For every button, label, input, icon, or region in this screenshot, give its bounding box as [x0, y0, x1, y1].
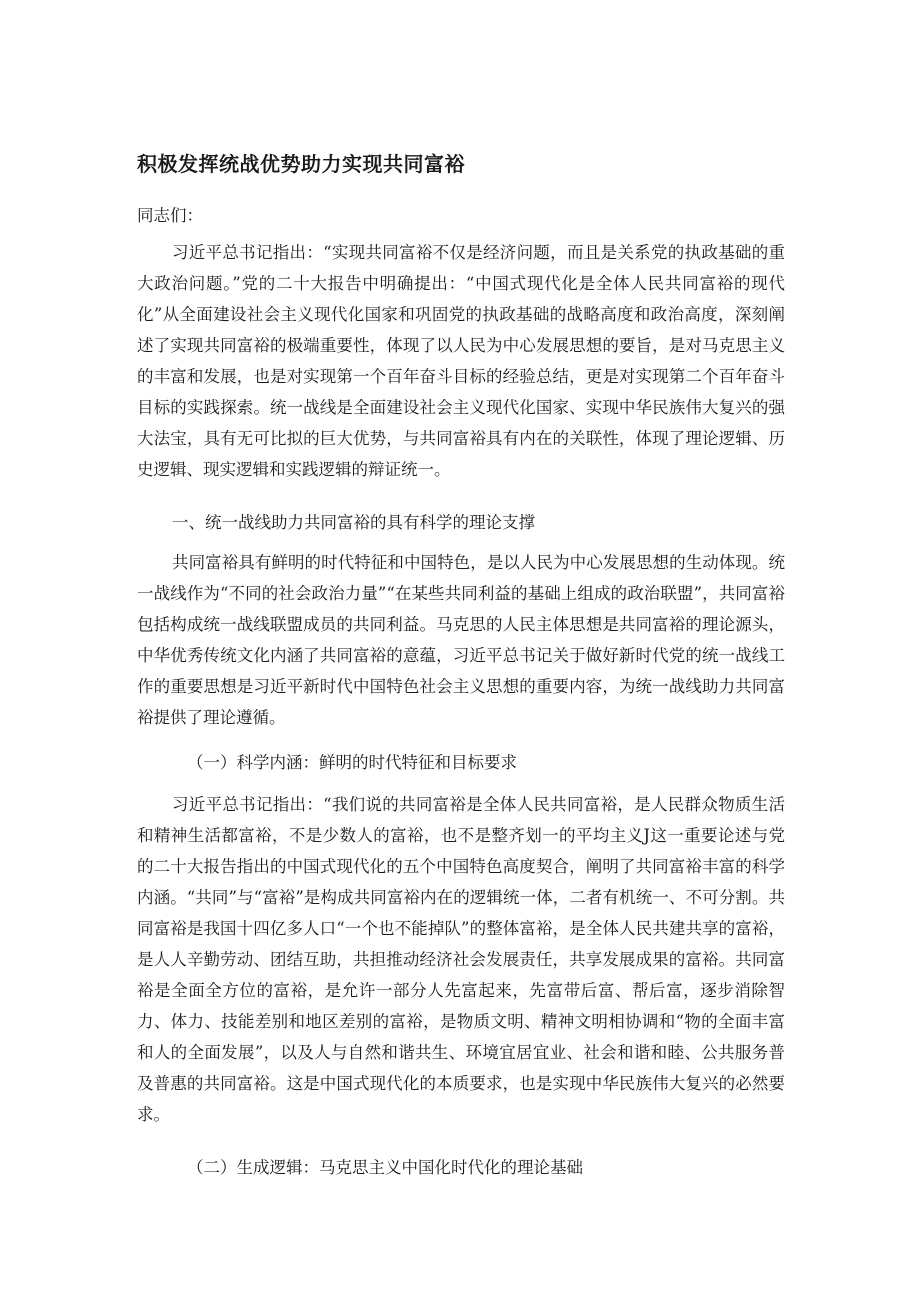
- subsection-heading-2: （二）生成逻辑：马克思主义中国化时代化的理论基础: [187, 1158, 583, 1177]
- paragraph-subsection-1: 习近平总书记指出：“我们说的共同富裕是全体人民共同富裕，是人民群众物质生活和精神生活都富裕，不是少数人的富裕，也不是整齐划一的平均主义J这一重要论述与党的二十大报告指出的中国式现代化的五个中国特色高度契合，阐明了共同富裕丰富的科学内涵。“共同”与“富裕”是构成共同富裕内在的逻辑统一体，二者有机统一、不可分割。共同富裕是我国十四亿多人口“一个也不能掉队”的整体富裕，是全体人民共建共享的富裕，是人人辛勤劳动、团结互助，共担推动经济社会发展责任，共享发展成果的富裕。共同富裕是全面全方位的富裕，是允许一部分人先富起来，先富带后富、帮后富，逐步消除智力、体力、技能差别和地区差别的富裕，是物质文明、精神文明相协调和“物的全面丰富和人的全面发展”，以及人与自然和谐共生、环境宜居宜业、社会和谐和睦、公共服务普及普惠的共同富裕。这是中国式现代化的本质要求，也是实现中华民族伟大复兴的必然要求。: [137, 795, 785, 1124]
- paragraph-intro: 习近平总书记指出：“实现共同富裕不仅是经济问题，而且是关系党的执政基础的重大政治问题。”党的二十大报告中明确提出：“中国式现代化是全体人民共同富裕的现代化”从全面建设社会主义现代化国家和巩固党的执政基础的战略高度和政治高度，深刻阐述了实现共同富裕的极端重要性，体现了以人民为中心发展思想的要旨，是对马克思主义的丰富和发展，也是对实现第一个百年奋斗目标的经验总结，更是对实现第二个百年奋斗目标的实践探索。统一战线是全面建设社会主义现代化国家、实现中华民族伟大复兴的强大法宝，具有无可比拟的巨大优势，与共同富裕具有内在的关联性，体现了理论逻辑、历史逻辑、现实逻辑和实践逻辑的辩证统一。: [137, 243, 785, 479]
- paragraph-section-1: 共同富裕具有鲜明的时代特征和中国特色，是以人民为中心发展思想的生动体现。统一战线作为“不同的社会政治力量”“在某些共同利益的基础上组成的政治联盟”，共同富裕包括构成统一战线联盟成员的共同利益。马克思的人民主体思想是共同富裕的理论源头，中华优秀传统文化内涵了共同富裕的意蕴，习近平总书记关于做好新时代党的统一战线工作的重要思想是习近平新时代中国特色社会主义思想的重要内容，为统一战线助力共同富裕提供了理论遵循。: [137, 553, 785, 727]
- subsection-heading-1: （一）科学内涵：鲜明的时代特征和目标要求: [187, 753, 517, 772]
- document-title: 积极发挥统战优势助力实现共同富裕: [137, 152, 465, 176]
- salutation: 同志们：: [137, 206, 203, 225]
- section-heading-1: 一、统一战线助力共同富裕的具有科学的理论支撑: [172, 513, 535, 532]
